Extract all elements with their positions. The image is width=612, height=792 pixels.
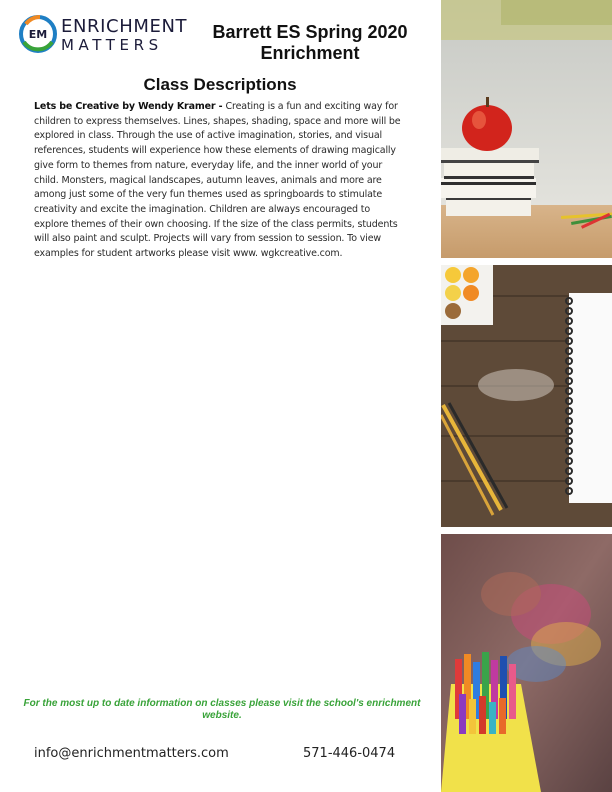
logo-line1: ENRICHMENT	[61, 16, 188, 37]
contact-phone[interactable]: 571-446-0474	[303, 746, 396, 761]
class-name: Lets be Creative by Wendy Kramer -	[34, 101, 226, 112]
enrichment-matters-logo	[18, 14, 188, 58]
logo-badge-text: EM	[28, 28, 48, 41]
section-heading: Class Descriptions	[143, 75, 297, 94]
title-line1: Barrett ES Spring 2020	[212, 22, 408, 42]
crayons-photo	[441, 534, 612, 792]
logo-line2: MATTERS	[61, 36, 163, 54]
class-description-body: Creating is a fun and exciting way for children to express themselves. Lines, shapes, shading, space and more will be explored in class. Through the use of active imagination, stories, and visual references, students will experience how these elements of drawing magically give form to themes from nature, everyday life, and the inner world of your child. Monsters, magical landscapes, autumn leaves, animals and more are among just some of the very fun themes used as springboards to stimulate creativity and excite the imagination. Children are always encouraged to explore themes of their own choosing. If the size of the class permits, students will also paint and sculpt. Projects will vary from session to session. To view examples for student artworks please visit www. wgkcreative.com.	[34, 101, 401, 260]
notebook-pencils-photo	[441, 265, 612, 527]
apple-books-photo	[441, 0, 612, 258]
title-line2: Enrichment	[260, 43, 360, 63]
page-title	[192, 22, 428, 64]
class-description	[34, 100, 402, 262]
logo-badge-icon	[18, 14, 58, 54]
contact-email[interactable]: info@enrichmentmatters.com	[34, 746, 229, 761]
enrichment-website-note: For the most up to date information on classes please visit the school's enrichment website.	[23, 698, 421, 721]
